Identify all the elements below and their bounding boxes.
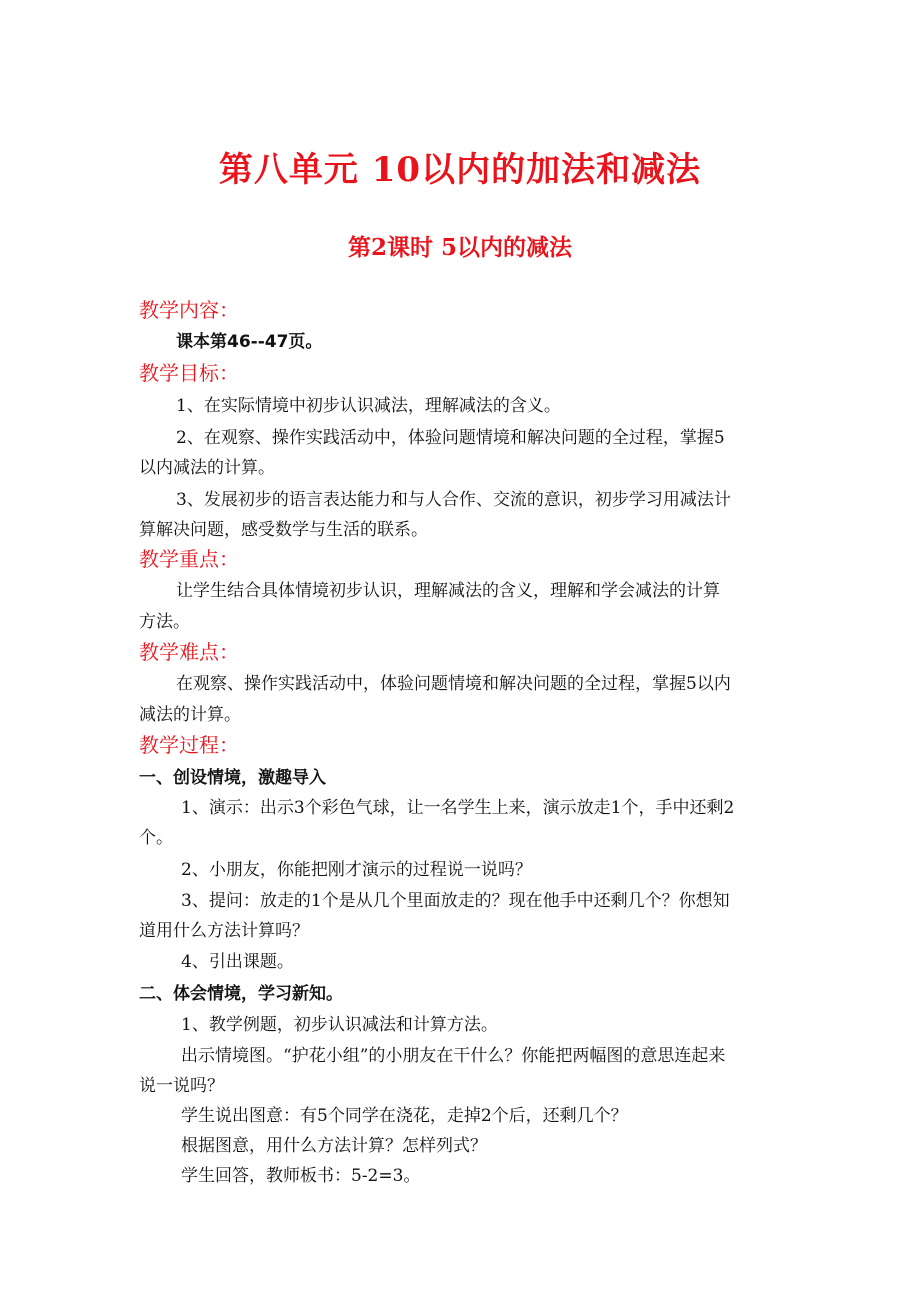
section-1-title: 一、创设情境，激趣导入 xyxy=(139,768,326,788)
teaching-content-text: 课本第46--47页。 xyxy=(176,332,323,352)
section-2-para-4: 学生回答，教师板书：5-2=3。 xyxy=(181,1166,421,1186)
key-points-line-2: 方法。 xyxy=(139,612,190,632)
goal-3-line-2: 算解决问题，感受数学与生活的联系。 xyxy=(139,520,428,540)
goal-2-line-2: 以内减法的计算。 xyxy=(139,458,275,478)
section-2-item-1: 1、教学例题，初步认识减法和计算方法。 xyxy=(181,1015,498,1035)
section-2-title: 二、体会情境，学习新知。 xyxy=(139,984,343,1004)
difficulties-heading: 教学难点： xyxy=(139,640,239,664)
difficulties-line-2: 减法的计算。 xyxy=(139,705,241,725)
teaching-goals-heading: 教学目标： xyxy=(139,361,239,385)
goal-2-line-1: 2、在观察、操作实践活动中，体验问题情境和解决问题的全过程，掌握5 xyxy=(176,428,725,448)
lesson-subtitle: 第2课时 5以内的减法 xyxy=(347,234,572,261)
section-1-item-4: 4、引出课题。 xyxy=(181,952,294,972)
section-2-para-1-line-2: 说一说吗？ xyxy=(139,1076,224,1096)
section-2-para-1-line-1: 出示情境图。“护花小组”的小朋友在干什么？你能把两幅图的意思连起来 xyxy=(181,1046,726,1066)
section-2-para-3: 根据图意，用什么方法计算？怎样列式？ xyxy=(181,1136,487,1156)
key-points-heading: 教学重点： xyxy=(139,547,239,571)
section-1-item-3-line-1: 3、提问：放走的1个是从几个里面放走的？现在他手中还剩几个？你想知 xyxy=(181,891,730,911)
process-heading: 教学过程： xyxy=(139,733,239,757)
section-1-item-3-line-2: 道用什么方法计算吗？ xyxy=(139,921,309,941)
teaching-content-heading: 教学内容： xyxy=(139,298,239,322)
section-1-item-1-line-1: 1、演示：出示3个彩色气球，让一名学生上来，演示放走1个，手中还剩2 xyxy=(181,798,735,818)
key-points-line-1: 让学生结合具体情境初步认识，理解减法的含义，理解和学会减法的计算 xyxy=(176,581,720,601)
goal-3-line-1: 3、发展初步的语言表达能力和与人合作、交流的意识，初步学习用减法计 xyxy=(176,490,731,510)
section-2-para-2: 学生说出图意：有5个同学在浇花，走掉2个后，还剩几个？ xyxy=(181,1106,628,1126)
page-title: 第八单元 10以内的加法和减法 xyxy=(218,150,702,190)
difficulties-line-1: 在观察、操作实践活动中，体验问题情境和解决问题的全过程，掌握5以内 xyxy=(176,674,731,694)
goal-1: 1、在实际情境中初步认识减法，理解减法的含义。 xyxy=(176,396,561,416)
section-1-item-2: 2、小朋友，你能把刚才演示的过程说一说吗？ xyxy=(181,860,532,880)
section-1-item-1-line-2: 个。 xyxy=(139,828,173,848)
